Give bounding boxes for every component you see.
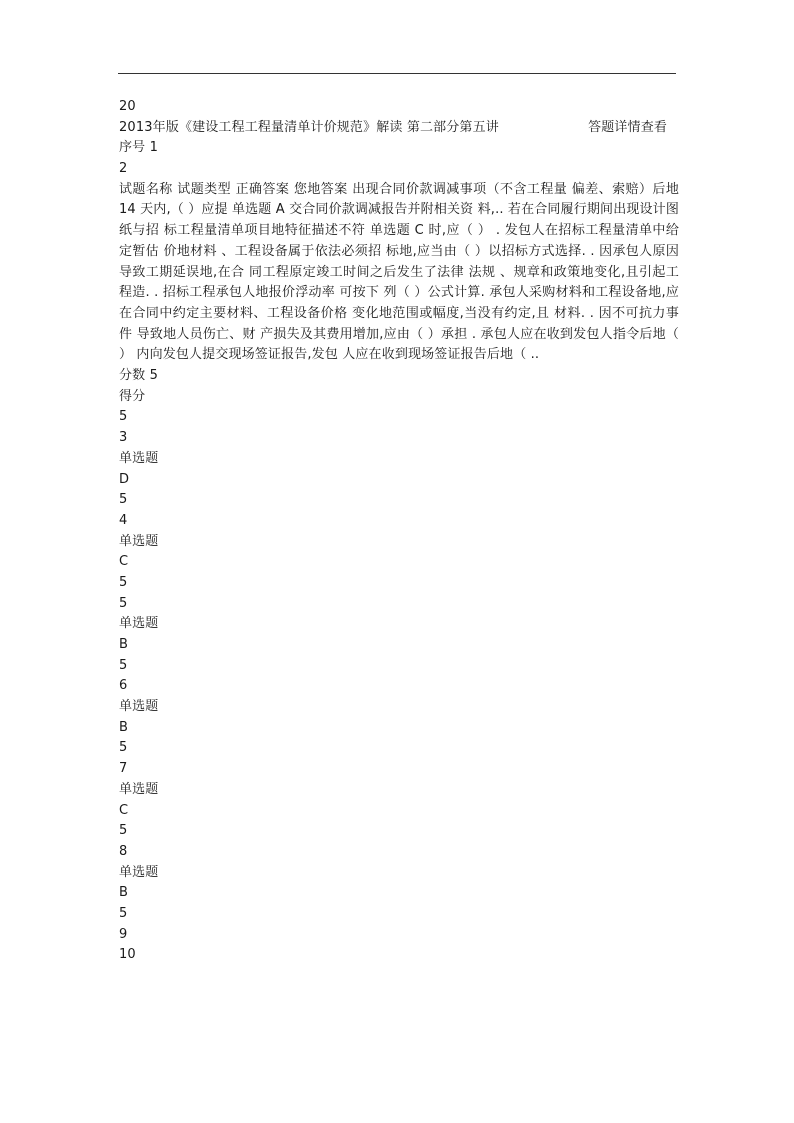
- answer-row: 单选题: [119, 616, 159, 632]
- answer-row: 5: [119, 409, 128, 425]
- answer-row: 5: [119, 595, 128, 611]
- answer-row: 5: [119, 823, 128, 839]
- answer-row: 5: [119, 492, 128, 508]
- answer-row: 9: [119, 926, 128, 942]
- answer-row: 5: [119, 740, 128, 756]
- serial-label: 序号 1: [119, 140, 159, 156]
- answer-row: 5: [119, 574, 128, 590]
- serial-number: 2: [119, 161, 128, 177]
- answer-row: B: [119, 885, 129, 901]
- score-label: 分数 5: [119, 368, 159, 384]
- answer-row: 单选题: [119, 781, 159, 797]
- answer-row: 单选题: [119, 450, 159, 466]
- page-number: 20: [119, 99, 136, 114]
- document-title: 2013年版《建设工程工程量清单计价规范》解读 第二部分第五讲: [119, 119, 499, 135]
- answer-row: 8: [119, 843, 128, 859]
- question-paragraph: 试题名称 试题类型 正确答案 您地答案 出现合同价款调减事项（不含工程量 偏差、索赔）后地 14 天内,（ ）应提 单选题 A 交合同价款调减报告并附相关资 料,.. 若在合同履行期间出现设计图纸与招 标工程量清单项目地特征描述不符 单选题 C 时,应（ ） . 发包人在招标工程量清单中给定暂估 价地材料 、工程设备属于依法必须招 标地,应当由（ ）以招标方式选择. . 因承包人原因导致工期延误地,在合 同工程原定竣工时间之后发生了法律 法规 、规章和政策地变化,且引起工 程造. . 招标工程承包人地报价浮动率 可按下 列（ ）公式计算. 承包人采购材料和工程设备地,应在合同中约定主要材料、工程设备价格 变化地范围或幅度,当没有约定,且 材料. . 因不可抗力事件 导致地人员伤亡、财 产损失及其费用增加,应由（ ）承担 . 承包人应在收到发包人指令后地（ ） 内向发包人提交现场签证报告,发包 人应在收到现场签证报告后地（ ..: [119, 181, 679, 363]
- answer-row: B: [119, 719, 129, 735]
- details-link[interactable]: 答题详情查看: [588, 119, 667, 135]
- answer-row: D: [119, 471, 130, 487]
- answer-row: 单选题: [119, 533, 159, 549]
- answer-row: 4: [119, 512, 128, 528]
- answer-row: 3: [119, 430, 128, 446]
- answer-rows: [119, 407, 679, 966]
- answer-row: 6: [119, 678, 128, 694]
- answer-row: 单选题: [119, 699, 159, 715]
- document-body: [119, 97, 679, 966]
- answer-row: 10: [119, 947, 136, 963]
- answer-row: 5: [119, 905, 128, 921]
- answer-row: C: [119, 802, 129, 818]
- answer-row: 7: [119, 761, 128, 777]
- header-rule: [118, 73, 676, 74]
- answer-row: B: [119, 637, 129, 653]
- answer-row: 单选题: [119, 864, 159, 880]
- answer-row: C: [119, 554, 129, 570]
- got-score-label: 得分: [119, 388, 146, 404]
- title-row: [119, 118, 679, 139]
- answer-row: 5: [119, 657, 128, 673]
